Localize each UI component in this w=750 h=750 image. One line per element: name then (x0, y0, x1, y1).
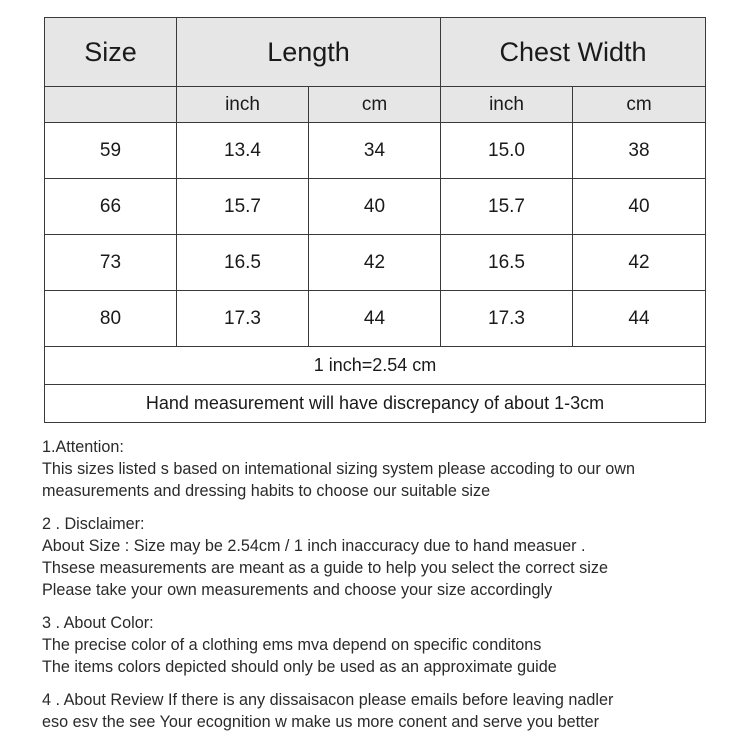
chest-cm-cell: 40 (573, 179, 706, 235)
length-inch-cell: 15.7 (177, 179, 309, 235)
chest-cm-cell: 42 (573, 235, 706, 291)
table-row (45, 123, 706, 179)
disclaimer-row (45, 385, 706, 423)
note-line: eso esv the see Your ecognition w make us more conent and serve you better (42, 713, 600, 731)
conversion-row (45, 347, 706, 385)
size-cell: 66 (45, 179, 177, 235)
size-cell: 59 (45, 123, 177, 179)
unit-cell: cm (309, 87, 441, 123)
length-cm-cell: 42 (309, 235, 441, 291)
chest-inch-cell: 15.0 (441, 123, 573, 179)
chest-cm-cell: 44 (573, 291, 706, 347)
unit-cell: cm (573, 87, 706, 123)
note-line: This sizes listed s based on intemational sizing system please accoding to our own (42, 460, 635, 478)
note-line: The precise color of a clothing ems mva depend on specific conditons (42, 636, 542, 654)
unit-cell: inch (441, 87, 573, 123)
length-inch-cell: 13.4 (177, 123, 309, 179)
note-color (42, 612, 732, 678)
note-attention (42, 436, 732, 502)
size-cell: 80 (45, 291, 177, 347)
chest-cm-cell: 38 (573, 123, 706, 179)
chest-inch-cell: 16.5 (441, 235, 573, 291)
note-review (42, 689, 732, 733)
chest-width-header: Chest Width (441, 18, 706, 87)
length-cm-cell: 34 (309, 123, 441, 179)
note-line: Please take your own measurements and choose your size accordingly (42, 581, 553, 599)
chest-inch-cell: 17.3 (441, 291, 573, 347)
note-title: 1.Attention: (42, 438, 124, 456)
header-row (45, 18, 706, 87)
length-inch-cell: 16.5 (177, 235, 309, 291)
note-disclaimer (42, 513, 732, 601)
conversion-note: 1 inch=2.54 cm (45, 347, 706, 385)
length-inch-cell: 17.3 (177, 291, 309, 347)
table-row (45, 291, 706, 347)
table-row (45, 235, 706, 291)
size-header: Size (45, 18, 177, 87)
note-title: 3 . About Color: (42, 614, 154, 632)
table-row (45, 179, 706, 235)
size-chart-table (44, 17, 706, 423)
note-line: The items colors depicted should only be used as an approximate guide (42, 658, 557, 676)
length-cm-cell: 40 (309, 179, 441, 235)
units-row (45, 87, 706, 123)
chest-inch-cell: 15.7 (441, 179, 573, 235)
size-cell: 73 (45, 235, 177, 291)
unit-cell: inch (177, 87, 309, 123)
note-title: 4 . About Review If there is any dissaisacon please emails before leaving nadler (42, 691, 614, 709)
notes-section (42, 436, 732, 744)
note-title: 2 . Disclaimer: (42, 515, 145, 533)
length-header: Length (177, 18, 441, 87)
units-empty-cell (45, 87, 177, 123)
note-line: Thsese measurements are meant as a guide to help you select the correct size (42, 559, 608, 577)
note-line: measurements and dressing habits to choose our suitable size (42, 482, 491, 500)
measurement-disclaimer: Hand measurement will have discrepancy of about 1-3cm (45, 385, 706, 423)
length-cm-cell: 44 (309, 291, 441, 347)
note-line: About Size : Size may be 2.54cm / 1 inch inaccuracy due to hand measuer . (42, 537, 586, 555)
